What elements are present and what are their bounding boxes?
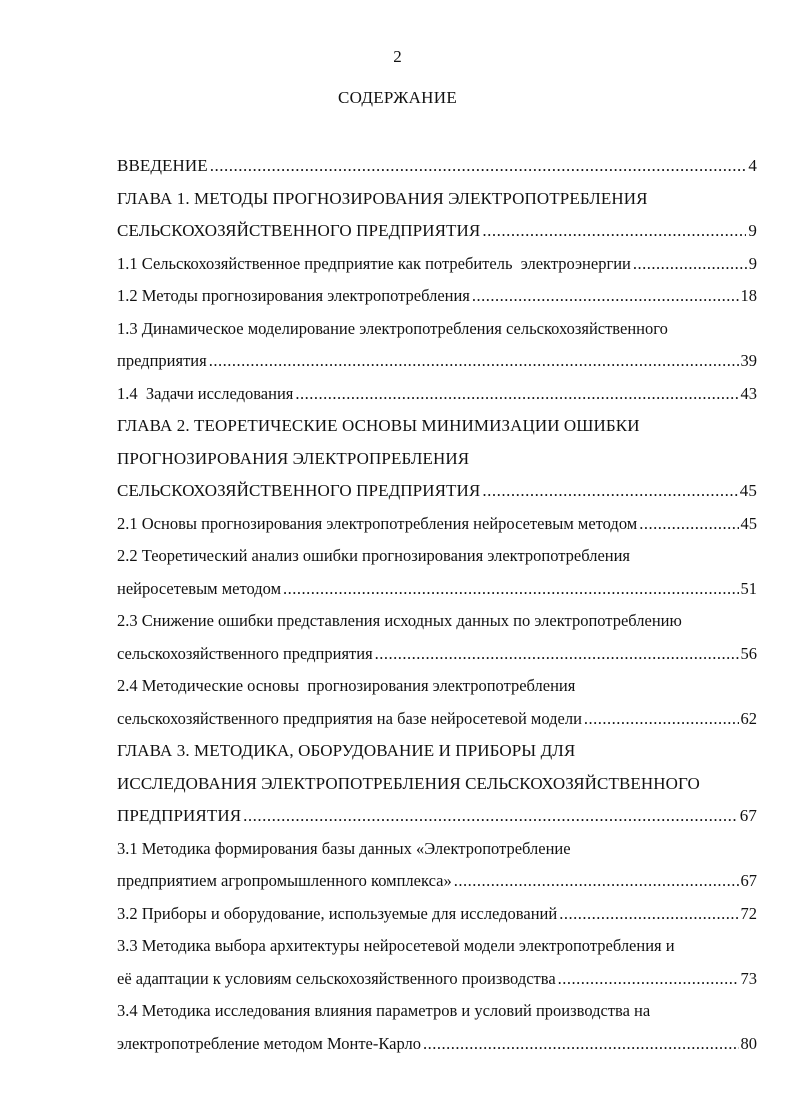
- toc-leader-dots: [375, 638, 739, 671]
- toc-entry-text: сельскохозяйственного предприятия: [117, 643, 373, 663]
- toc-entry-page: 72: [740, 903, 757, 923]
- toc-section-2-4-line-1[interactable]: 2.4 Методические основы прогнозирования электропотребления: [117, 676, 576, 695]
- toc-entry-page: 43: [740, 383, 757, 403]
- toc-entry-text: сельскохозяйственного предприятия на базе нейросетевой модели: [117, 708, 582, 728]
- toc-chapter-2-line-3[interactable]: [117, 475, 757, 508]
- toc-chapter-3-line-2[interactable]: ИССЛЕДОВАНИЯ ЭЛЕКТРОПОТРЕБЛЕНИЯ СЕЛЬСКОХОЗЯЙСТВЕННОГО: [117, 773, 700, 793]
- toc-entry-text: 3.2 Приборы и оборудование, используемые для исследований: [117, 903, 558, 923]
- toc-entry-page: 9: [748, 221, 757, 240]
- toc-chapter-3-line-3[interactable]: [117, 800, 757, 833]
- toc-section-1-3-line-2[interactable]: [117, 345, 757, 378]
- toc-entry-text: 2.1 Основы прогнозирования электропотребления нейросетевым методом: [117, 513, 638, 533]
- toc-entry-page: 18: [740, 286, 757, 305]
- toc-leader-dots: [639, 508, 738, 541]
- toc-chapter-3-line-1[interactable]: ГЛАВА 3. МЕТОДИКА, ОБОРУДОВАНИЕ И ПРИБОРЫ ДЛЯ: [117, 741, 576, 760]
- toc-entry-page: 67: [740, 871, 757, 890]
- toc-title: СОДЕРЖАНИЕ: [337, 88, 458, 107]
- toc-section-3-4-line-2[interactable]: [117, 1028, 757, 1061]
- toc-entry-page: 62: [740, 708, 757, 728]
- toc-leader-dots: [210, 150, 747, 183]
- toc-entry-text: нейросетевым методом: [117, 578, 282, 598]
- toc-chapter-2-line-1[interactable]: ГЛАВА 2. ТЕОРЕТИЧЕСКИЕ ОСНОВЫ МИНИМИЗАЦИИ ОШИБКИ: [117, 416, 640, 435]
- toc-section-1-1[interactable]: [117, 248, 757, 281]
- toc-entry-text: ПРЕДПРИЯТИЯ: [117, 806, 242, 825]
- toc-entry-page: 56: [740, 643, 757, 663]
- toc-entry-text: её адаптации к условиям сельскохозяйственного производства: [117, 968, 556, 988]
- toc-leader-dots: [559, 898, 738, 931]
- toc-leader-dots: [295, 378, 738, 411]
- toc-entry-page: 9: [748, 253, 757, 273]
- toc-section-2-2-line-1[interactable]: 2.2 Теоретический анализ ошибки прогнозирования электропотребления: [117, 546, 631, 565]
- toc-chapter-1-line-1[interactable]: ГЛАВА 1. МЕТОДЫ ПРОГНОЗИРОВАНИЯ ЭЛЕКТРОПОТРЕБЛЕНИЯ: [117, 188, 648, 208]
- toc-leader-dots: [472, 280, 739, 313]
- toc-entry-text: 1.4 Задачи исследования: [117, 383, 294, 403]
- toc-entry-page: 4: [748, 156, 757, 175]
- toc-entry-page: 51: [740, 578, 757, 598]
- toc-entry-text: 1.1 Сельскохозяйственное предприятие как потребитель электроэнергии: [117, 253, 631, 273]
- toc-leader-dots: [243, 800, 738, 833]
- toc-leader-dots: [209, 345, 739, 378]
- toc-section-2-2-line-2[interactable]: [117, 573, 757, 606]
- toc-leader-dots: [584, 703, 739, 736]
- toc-entry-page: 73: [740, 968, 757, 988]
- toc-section-3-4-line-1[interactable]: 3.4 Методика исследования влияния параметров и условий производства на: [117, 1001, 651, 1020]
- toc-entry-page: 67: [739, 806, 757, 825]
- toc-entry-text: предприятием агропромышленного комплекса»: [117, 871, 452, 890]
- toc-section-2-4-line-2[interactable]: [117, 703, 757, 736]
- toc-leader-dots: [558, 963, 739, 996]
- toc-section-2-1[interactable]: [117, 508, 757, 541]
- toc-chapter-2-line-2[interactable]: ПРОГНОЗИРОВАНИЯ ЭЛЕКТРОПРЕБЛЕНИЯ: [117, 448, 470, 468]
- toc-entry-page: 80: [740, 1033, 757, 1053]
- toc-entry-page: 45: [740, 513, 757, 533]
- toc-leader-dots: [482, 215, 746, 248]
- table-of-contents: [117, 150, 757, 1060]
- toc-entry-text: предприятия: [117, 351, 207, 370]
- toc-entry-introduction[interactable]: [117, 150, 757, 183]
- toc-entry-page: 45: [739, 481, 757, 500]
- toc-section-3-3-line-2[interactable]: [117, 963, 757, 996]
- toc-leader-dots: [482, 475, 737, 508]
- toc-section-1-4[interactable]: [117, 378, 757, 411]
- toc-entry-text: ВВЕДЕНИЕ: [117, 156, 208, 175]
- toc-section-1-2[interactable]: [117, 280, 757, 313]
- toc-entry-text: СЕЛЬСКОХОЗЯЙСТВЕННОГО ПРЕДПРИЯТИЯ: [117, 481, 481, 500]
- toc-entry-page: 39: [740, 351, 757, 370]
- toc-section-2-3-line-1[interactable]: 2.3 Снижение ошибки представления исходных данных по электропотреблению: [117, 611, 682, 630]
- toc-entry-text: электропотребление методом Монте-Карло: [117, 1033, 421, 1053]
- toc-entry-text: 1.2 Методы прогнозирования электропотребления: [117, 286, 470, 305]
- toc-leader-dots: [633, 248, 747, 281]
- toc-section-2-3-line-2[interactable]: [117, 638, 757, 671]
- toc-section-3-1-line-2[interactable]: [117, 865, 757, 898]
- toc-leader-dots: [283, 573, 738, 606]
- page-number: 2: [393, 47, 402, 66]
- toc-section-3-2[interactable]: [117, 898, 757, 931]
- toc-section-3-3-line-1[interactable]: 3.3 Методика выбора архитектуры нейросетевой модели электропотребления и: [117, 936, 675, 955]
- toc-entry-text: СЕЛЬСКОХОЗЯЙСТВЕННОГО ПРЕДПРИЯТИЯ: [117, 221, 481, 240]
- toc-leader-dots: [423, 1028, 739, 1061]
- toc-section-1-3-line-1[interactable]: 1.3 Динамическое моделирование электропотребления сельскохозяйственного: [117, 318, 668, 338]
- toc-section-3-1-line-1[interactable]: 3.1 Методика формирования базы данных «Электропотребление: [117, 838, 571, 858]
- toc-chapter-1-line-2[interactable]: [117, 215, 757, 248]
- toc-leader-dots: [454, 865, 739, 898]
